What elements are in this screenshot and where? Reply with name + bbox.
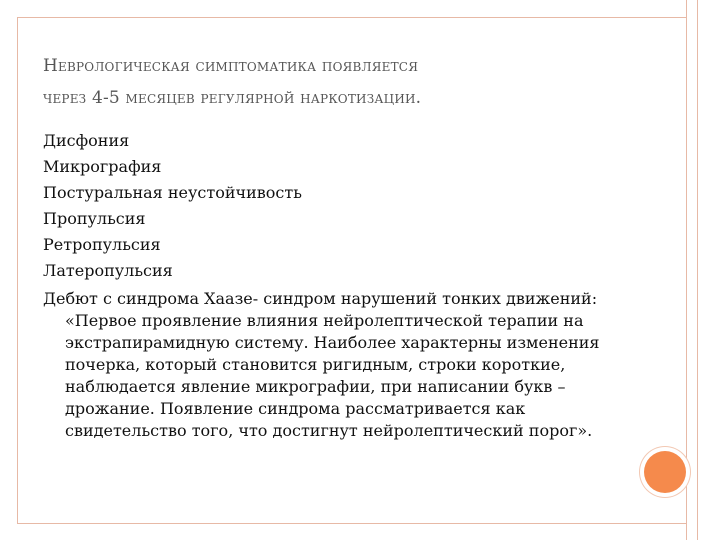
right-decorative-strip [686, 0, 698, 540]
slide-title [43, 50, 623, 114]
list-item-retropulsion: Ретропульсия [43, 235, 161, 254]
list-item-micrography: Микрография [43, 157, 162, 176]
slide-title-line-2: через 4-5 месяцев регулярной наркотизации. [43, 88, 422, 108]
list-item-lateropulsion: Латеропульсия [43, 261, 173, 280]
slide-title-line-1: Неврологическая симптоматика появляется [43, 56, 419, 76]
slide-content [43, 128, 643, 442]
list-item-postural-instability: Постуральная неустойчивость [43, 183, 302, 202]
decorative-orange-circle [644, 451, 686, 493]
list-item-dysphonia: Дисфония [43, 131, 130, 150]
list-item-haase-syndrome: Дебют с синдрома Хаазе- синдром нарушений тонких движений: «Первое проявление влияния нейролептической терапии на экстрапирамидную систему. Наиболее характерны изменения почерка, который становится ригидным, строки короткие, наблюдается явление микрографии, при написании букв – дрожание. Появление синдрома рассматривается как свидетельство того, что достигнут нейролептический порог». [43, 289, 600, 440]
list-item-propulsion: Пропульсия [43, 209, 146, 228]
